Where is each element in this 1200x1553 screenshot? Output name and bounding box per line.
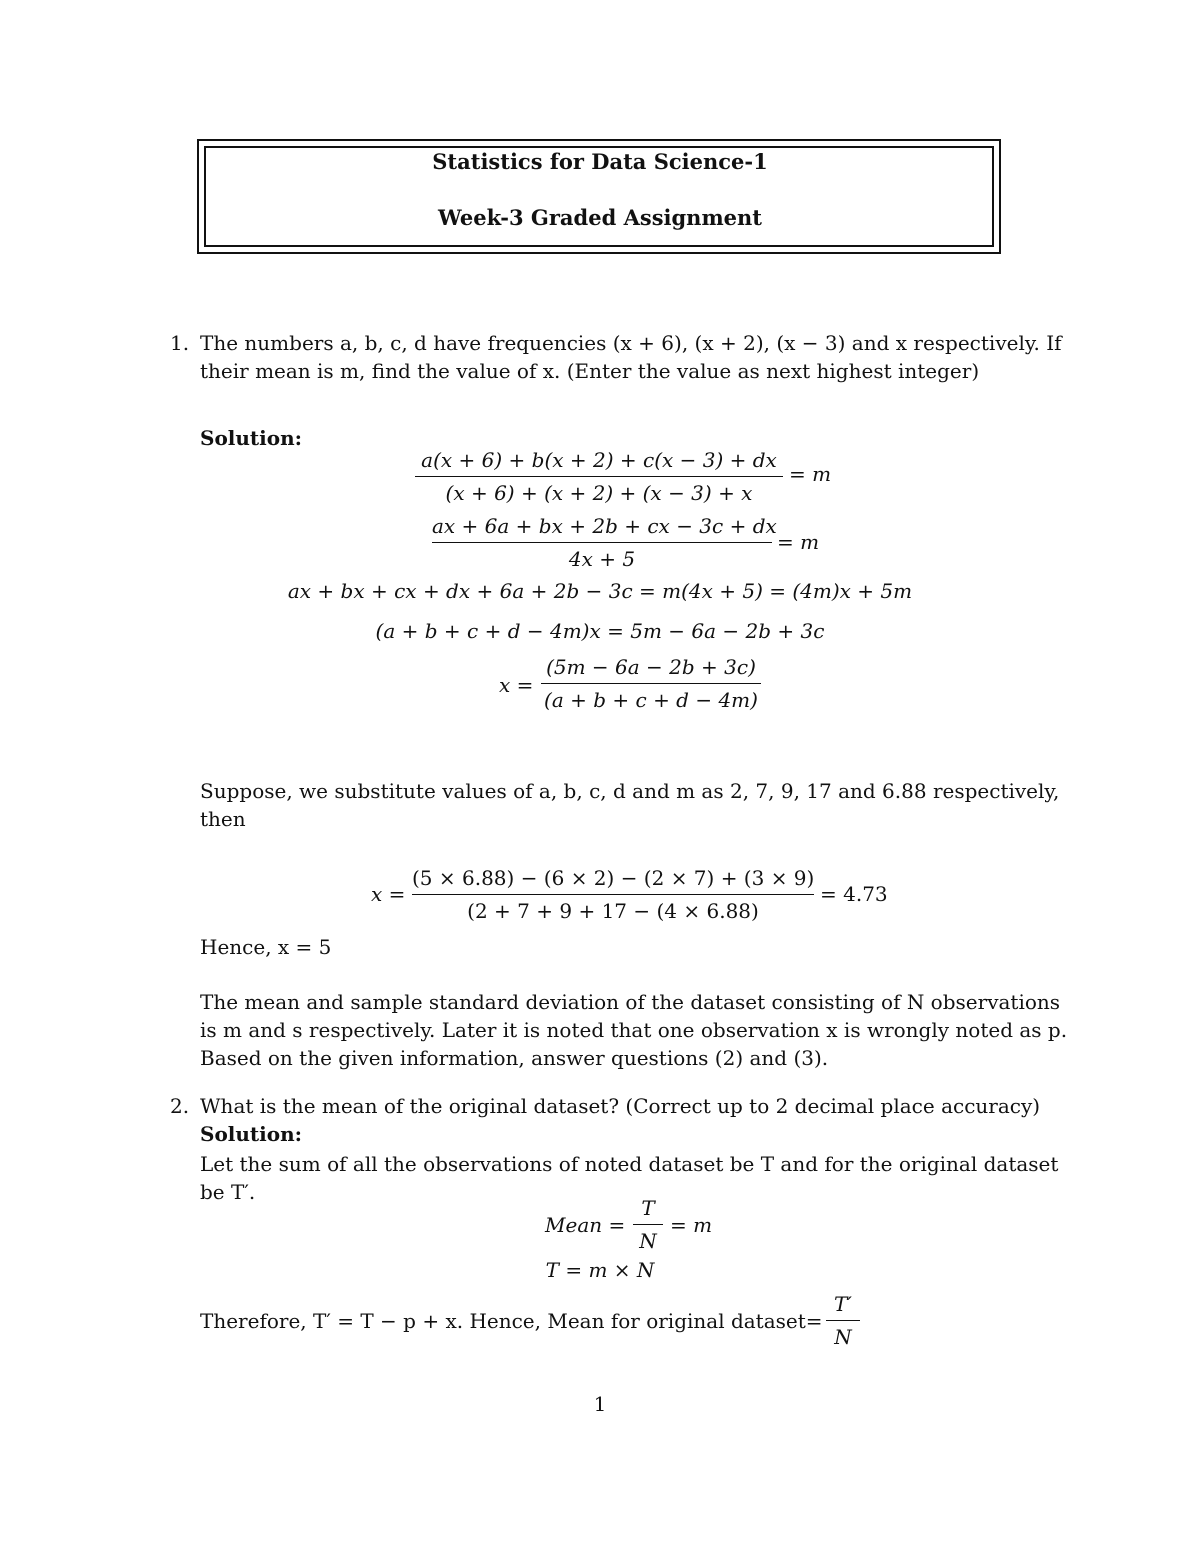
context-line3: Based on the given information, answer questions (2) and (3). xyxy=(200,1046,829,1070)
q1-solution-label: Solution: xyxy=(200,426,303,450)
q1-eq2-denominator: 4x + 5 xyxy=(568,547,636,571)
q1-eq6-fraction xyxy=(412,864,814,925)
q1-eq6-rhs: = 4.73 xyxy=(820,882,888,906)
q1-text-line1: The numbers a, b, c, d have frequencies (x + 6), (x + 2), (x − 3) and x respectively. If xyxy=(200,331,1062,355)
q1-eq4: (a + b + c + d − 4m)x = 5m − 6a − 2b + 3c xyxy=(375,619,825,643)
q2-mean-lhs: Mean = xyxy=(545,1213,626,1237)
q2-mean-numerator: T xyxy=(641,1196,655,1220)
q1-eq1-denominator: (x + 6) + (x + 2) + (x − 3) + x xyxy=(445,481,753,505)
q2-question: What is the mean of the original dataset? (Correct up to 2 decimal place accuracy) xyxy=(200,1094,1041,1118)
q1-eq6-bar xyxy=(412,894,814,895)
q1-eq5-lhs: x = xyxy=(499,673,534,697)
q1-substitution-line1: Suppose, we substitute values of a, b, c, d and m as 2, 7, 9, 17 and 6.88 respectively, xyxy=(200,779,1060,803)
q1-eq6-lhs: x = xyxy=(371,882,406,906)
q1-eq6-numerator: (5 × 6.88) − (6 × 2) − (2 × 7) + (3 × 9) xyxy=(412,866,815,890)
q2-therefore: Therefore, T′ = T − p + x. Hence, Mean for original dataset= xyxy=(200,1309,823,1333)
q2-number: 2. xyxy=(170,1094,190,1118)
q2-final-fraction xyxy=(826,1290,860,1351)
q1-eq3: ax + bx + cx + dx + 6a + 2b − 3c = m(4x + 5) = (4m)x + 5m xyxy=(287,579,913,603)
q1-text-line2: their mean is m, find the value of x. (Enter the value as next highest integer) xyxy=(200,359,980,383)
q1-eq2-bar xyxy=(432,542,772,543)
q2-solution-label: Solution: xyxy=(200,1122,303,1146)
q1-eq6-denominator: (2 + 7 + 9 + 17 − (4 × 6.88) xyxy=(467,899,759,923)
q2-final-denominator: N xyxy=(834,1325,852,1349)
q1-eq5-fraction xyxy=(541,653,761,714)
q1-eq2-fraction xyxy=(432,512,777,573)
q2-mean-fraction xyxy=(633,1194,663,1255)
context-line1: The mean and sample standard deviation of the dataset consisting of N observations xyxy=(200,990,1061,1014)
context-line2: is m and s respectively. Later it is noted that one observation x is wrongly noted as p. xyxy=(200,1018,1068,1042)
q2-text-line1: Let the sum of all the observations of noted dataset be T and for the original dataset xyxy=(200,1152,1059,1176)
q1-eq1-bar xyxy=(415,476,783,477)
q1-eq1-fraction xyxy=(415,446,783,507)
q2-final-numerator: T′ xyxy=(834,1292,852,1316)
q1-eq2-numerator: ax + 6a + bx + 2b + cx − 3c + dx xyxy=(432,514,777,538)
q2-eq-total: T = m × N xyxy=(545,1258,655,1282)
q1-eq5-numerator: (5m − 6a − 2b + 3c) xyxy=(546,655,756,679)
q1-number: 1. xyxy=(170,331,190,355)
q1-eq1-numerator: a(x + 6) + b(x + 2) + c(x − 3) + dx xyxy=(421,448,777,472)
q1-eq5-denominator: (a + b + c + d − 4m) xyxy=(544,688,758,712)
document-subtitle: Week-3 Graded Assignment xyxy=(438,205,762,230)
q1-eq1-rhs: = m xyxy=(789,462,832,486)
q1-eq2-rhs: = m xyxy=(777,530,820,554)
q2-final-bar xyxy=(826,1320,860,1321)
q1-substitution-line2: then xyxy=(200,807,246,831)
q1-eq5-bar xyxy=(541,683,761,684)
q1-answer: Hence, x = 5 xyxy=(200,935,332,959)
document-title: Statistics for Data Science-1 xyxy=(432,149,768,174)
q2-mean-rhs: = m xyxy=(670,1213,713,1237)
q2-mean-bar xyxy=(633,1224,663,1225)
q2-text-line2: be T′. xyxy=(200,1180,256,1204)
page-number: 1 xyxy=(593,1392,607,1416)
q2-mean-denominator: N xyxy=(639,1229,657,1253)
